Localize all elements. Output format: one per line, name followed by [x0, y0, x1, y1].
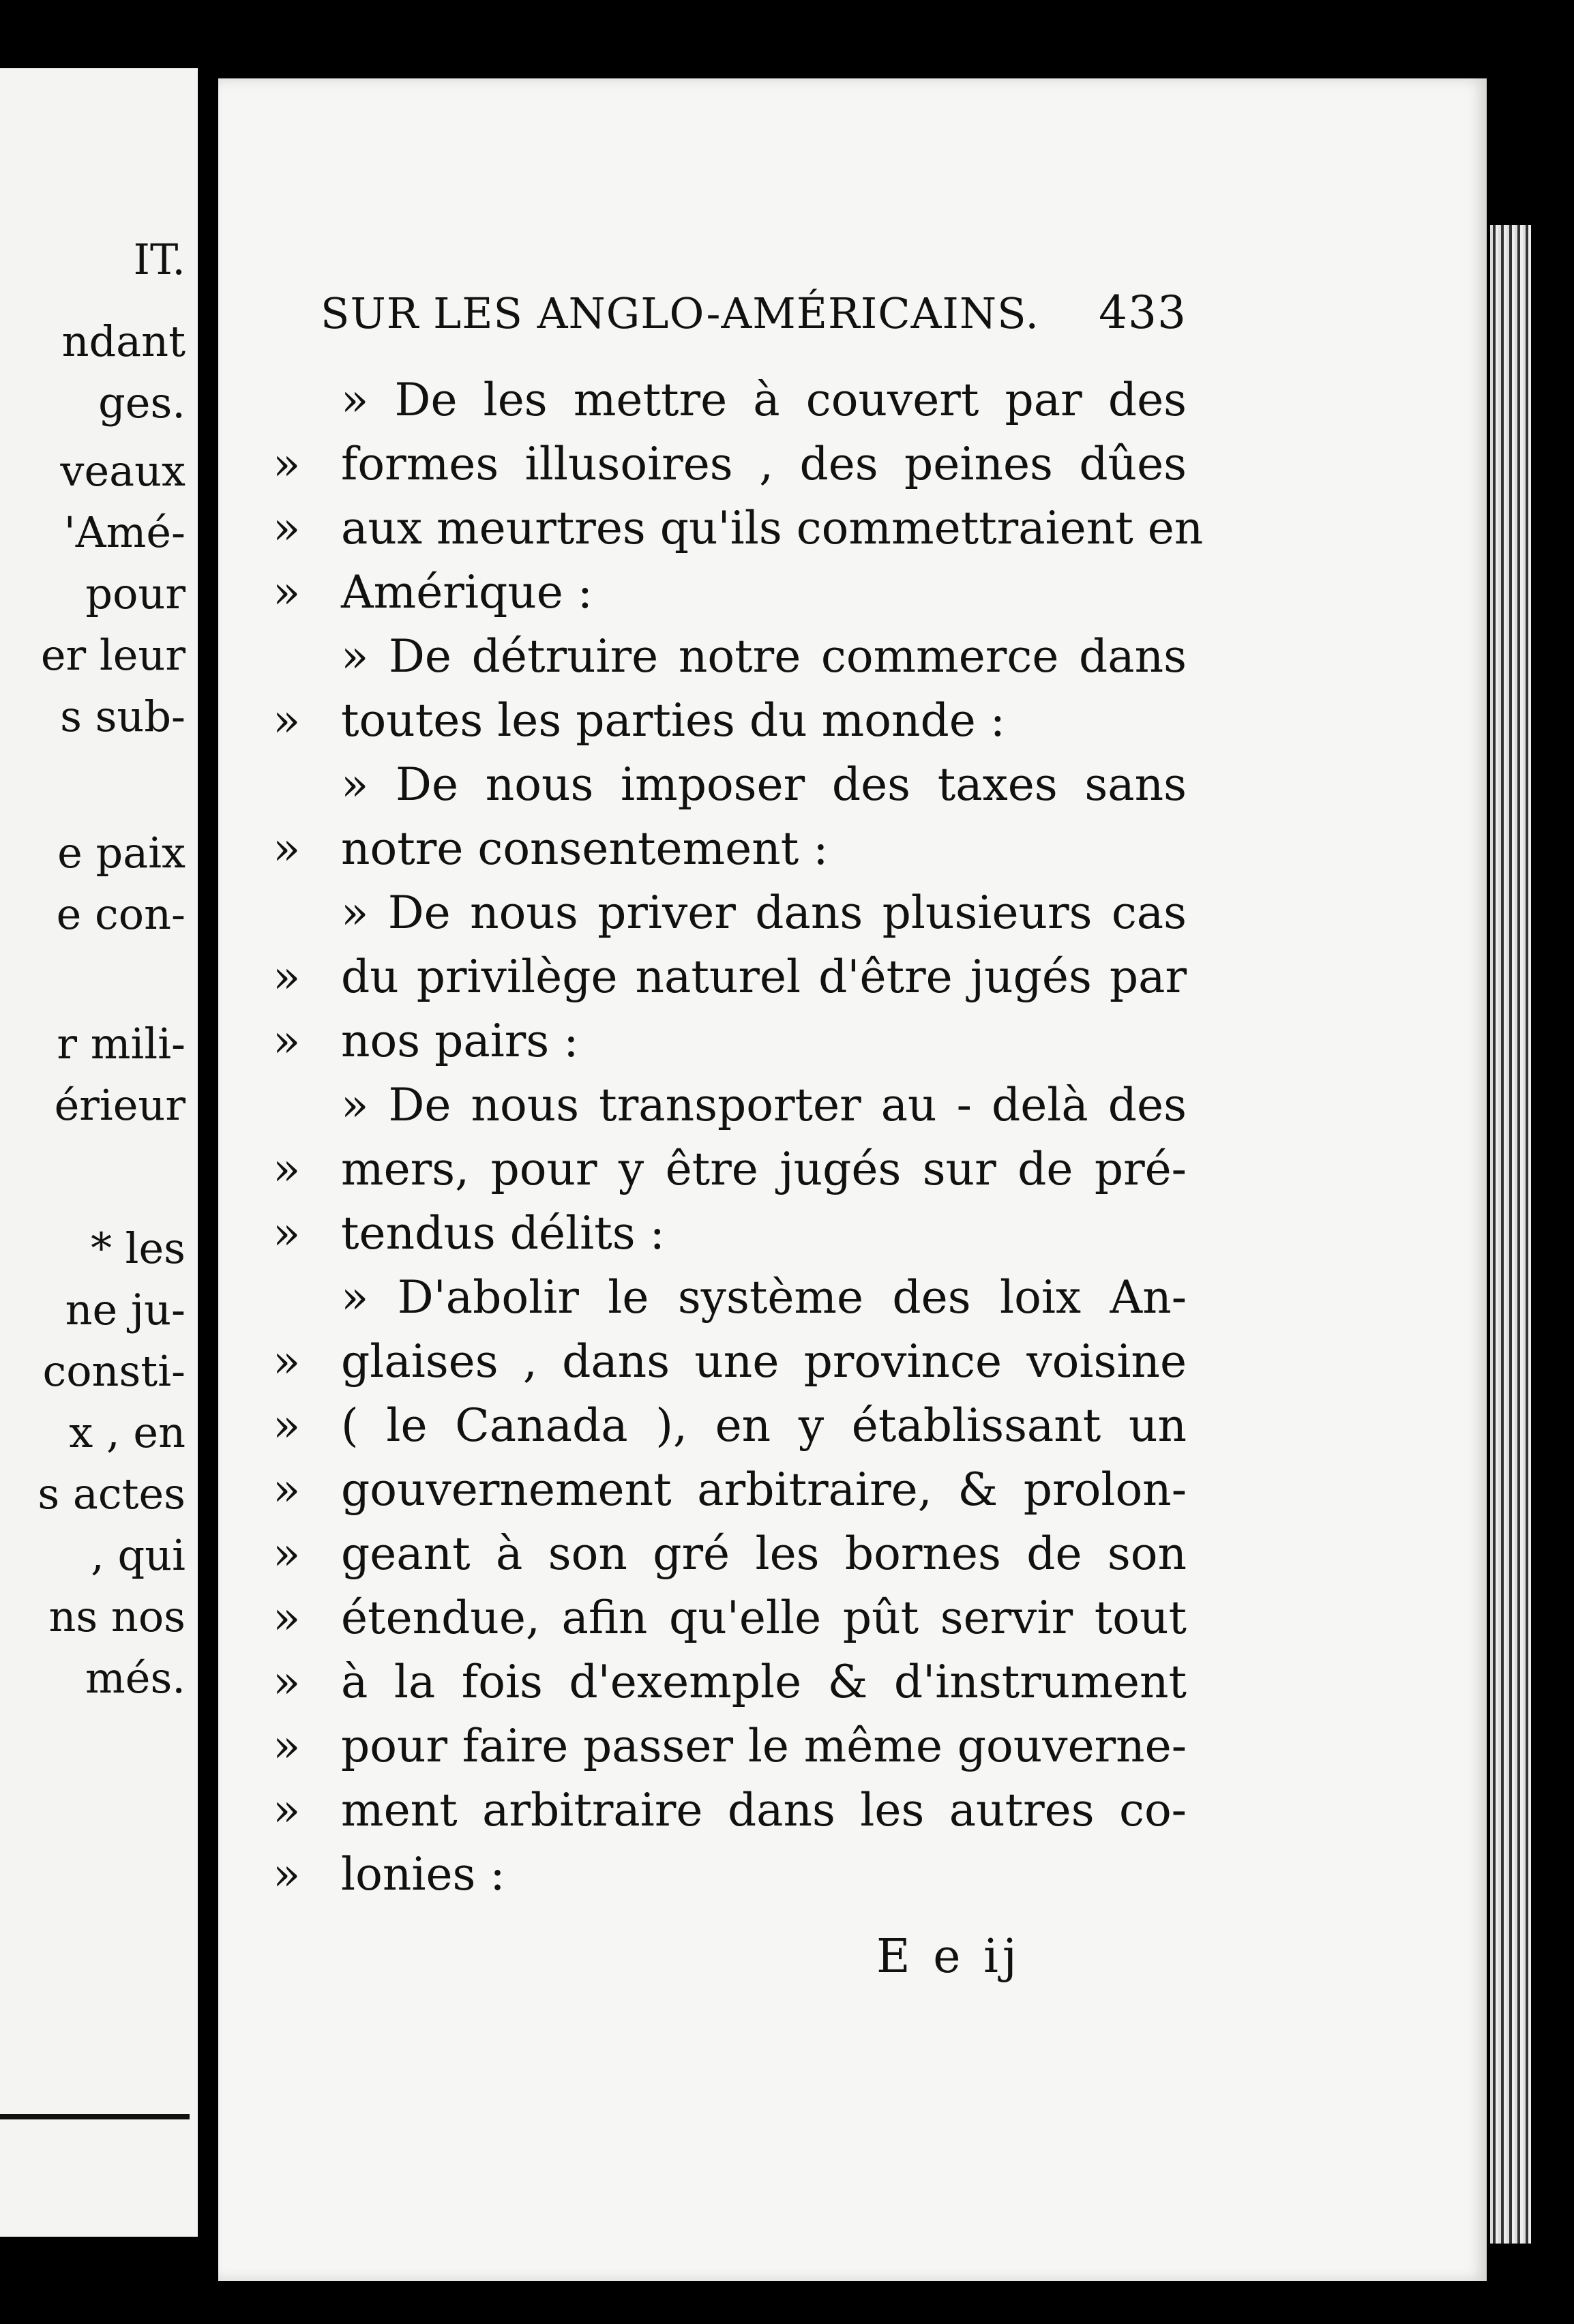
signature-mark: E e ij [876, 1930, 1021, 1984]
quote-mark: » [273, 1335, 301, 1388]
line-text: aux meurtres qu'ils commettraient en [341, 502, 1204, 554]
facing-page-line: s actes [38, 1469, 185, 1519]
facing-page-line: ne ju- [65, 1285, 185, 1335]
text-line [273, 881, 1187, 945]
facing-page-line: x , en [69, 1407, 185, 1457]
line-text: gouvernement arbitraire, & prolon- [341, 1463, 1187, 1516]
text-line [273, 817, 1187, 881]
facing-page-line: IT. [133, 235, 185, 284]
quote-mark: » [273, 566, 301, 619]
facing-page-line: er leur [40, 630, 185, 680]
facing-page-line: s sub- [60, 691, 185, 741]
running-header [321, 286, 1187, 339]
text-line [273, 1650, 1187, 1714]
body-text [273, 368, 1204, 1907]
quote-mark: » [273, 1015, 301, 1067]
facing-page-line: veaux [60, 446, 185, 496]
facing-page-fragment [0, 68, 198, 2237]
facing-page-line: e paix [57, 828, 185, 878]
text-line [273, 1266, 1187, 1330]
line-text: glaises , dans une province voisine [341, 1335, 1187, 1388]
text-line [273, 1137, 1187, 1202]
facing-page-line: * les [90, 1223, 185, 1273]
facing-page-line: més. [85, 1653, 185, 1703]
running-title: SUR LES ANGLO-AMÉRICAINS. [321, 288, 1040, 338]
text-line [273, 368, 1187, 432]
line-text: nos pairs : [341, 1015, 579, 1067]
line-text: geant à son gré les bornes de son [341, 1528, 1187, 1580]
line-text: notre consentement : [341, 822, 829, 875]
line-text: » De les mettre à couvert par des [341, 374, 1187, 426]
text-line [273, 1202, 1187, 1266]
text-line [273, 753, 1187, 817]
line-text: toutes les parties du monde : [341, 694, 1005, 747]
line-text: tendus délits : [341, 1207, 665, 1260]
line-text: ( le Canada ), en y établissant un [341, 1399, 1187, 1452]
line-text: Amérique : [341, 566, 593, 619]
text-line [273, 1586, 1187, 1650]
facing-page-line: r mili- [57, 1019, 185, 1069]
line-text: du privilège naturel d'être jugés par [341, 951, 1187, 1003]
text-line [273, 496, 1204, 561]
line-text: » De détruire notre commerce dans [341, 630, 1187, 683]
facing-page-line: ges. [98, 378, 185, 428]
facing-page-line: pour [85, 569, 185, 619]
text-line [273, 1778, 1187, 1843]
facing-page-line: ns nos [48, 1592, 185, 1641]
text-line [273, 561, 1187, 625]
facing-page-line: érieur [54, 1080, 185, 1130]
text-line [273, 1394, 1187, 1458]
text-line [273, 625, 1187, 689]
line-text: » De nous imposer des taxes sans [341, 758, 1187, 811]
quote-mark: » [273, 1656, 301, 1708]
quote-mark: » [273, 502, 301, 554]
text-line [273, 1073, 1187, 1137]
facing-page-rule [0, 2114, 190, 2119]
facing-page-line: e con- [56, 889, 185, 939]
text-line [273, 1458, 1187, 1522]
line-text: étendue, afin qu'elle pût servir tout [341, 1592, 1187, 1644]
quote-mark: » [273, 1143, 301, 1195]
quote-mark: » [273, 1592, 301, 1644]
text-line [273, 1522, 1187, 1586]
text-line [273, 1330, 1187, 1394]
quote-mark: » [273, 1720, 301, 1772]
page-number: 433 [1099, 286, 1187, 339]
quote-mark: » [273, 1784, 301, 1836]
line-text: formes illusoires , des peines dûes [341, 438, 1187, 490]
facing-page-line: ndant [61, 316, 185, 366]
text-line [273, 432, 1187, 496]
line-text: » De nous priver dans plusieurs cas [341, 887, 1187, 939]
quote-mark: » [273, 822, 301, 875]
quote-mark: » [273, 1463, 301, 1516]
facing-page-line: 'Amé- [63, 507, 185, 557]
quote-mark: » [273, 694, 301, 747]
text-line [273, 1009, 1187, 1073]
quote-mark: » [273, 438, 301, 490]
text-line [273, 945, 1187, 1009]
facing-page-line: consti- [42, 1346, 185, 1396]
line-text: » D'abolir le système des loix An- [341, 1271, 1187, 1324]
line-text: » De nous transporter au - delà des [341, 1079, 1187, 1131]
line-text: à la fois d'exemple & d'instrument [341, 1656, 1187, 1708]
quote-mark: » [273, 1399, 301, 1452]
facing-page-line: , qui [91, 1530, 185, 1580]
quote-mark: » [273, 1848, 301, 1901]
quote-mark: » [273, 1207, 301, 1260]
line-text: mers, pour y être jugés sur de pré- [341, 1143, 1187, 1195]
line-text: pour faire passer le même gouverne- [341, 1720, 1187, 1772]
quote-mark: » [273, 951, 301, 1003]
line-text: ment arbitraire dans les autres co- [341, 1784, 1187, 1836]
line-text: lonies : [341, 1848, 505, 1901]
text-line [273, 1714, 1187, 1778]
page-edges [1490, 225, 1531, 2244]
text-line [273, 689, 1187, 753]
text-line [273, 1843, 1187, 1907]
quote-mark: » [273, 1528, 301, 1580]
